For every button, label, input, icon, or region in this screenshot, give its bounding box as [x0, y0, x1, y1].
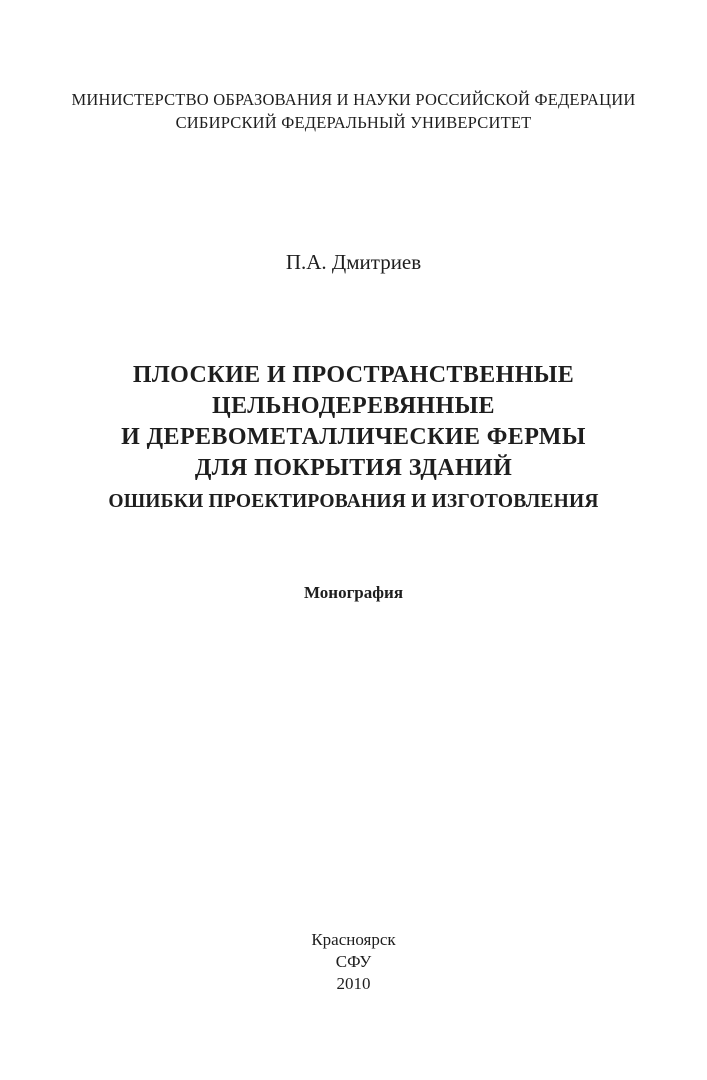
book-title	[0, 360, 707, 517]
title-line-1: ПЛОСКИЕ И ПРОСТРАНСТВЕННЫЕ	[132, 362, 575, 388]
imprint-publisher: СФУ	[335, 952, 372, 971]
genre-label: Монография	[303, 583, 404, 602]
imprint	[0, 929, 707, 995]
book-subtitle: ОШИБКИ ПРОЕКТИРОВАНИЯ И ИЗГОТОВЛЕНИЯ	[108, 491, 599, 512]
title-line-3: И ДЕРЕВОМЕТАЛЛИЧЕСКИЕ ФЕРМЫ	[121, 424, 586, 450]
title-line-4: ДЛЯ ПОКРЫТИЯ ЗДАНИЙ	[194, 455, 513, 481]
imprint-year: 2010	[336, 974, 371, 993]
imprint-city: Красноярск	[311, 930, 396, 949]
university-line: СИБИРСКИЙ ФЕДЕРАЛЬНЫЙ УНИВЕРСИТЕТ	[175, 113, 532, 132]
institution-header	[0, 88, 707, 134]
title-line-2: ЦЕЛЬНОДЕРЕВЯННЫЕ	[212, 393, 495, 419]
author-name: П.А. Дмитриев	[285, 250, 422, 274]
ministry-line: МИНИСТЕРСТВО ОБРАЗОВАНИЯ И НАУКИ РОССИЙСКОЙ ФЕДЕРАЦИИ	[71, 90, 636, 109]
